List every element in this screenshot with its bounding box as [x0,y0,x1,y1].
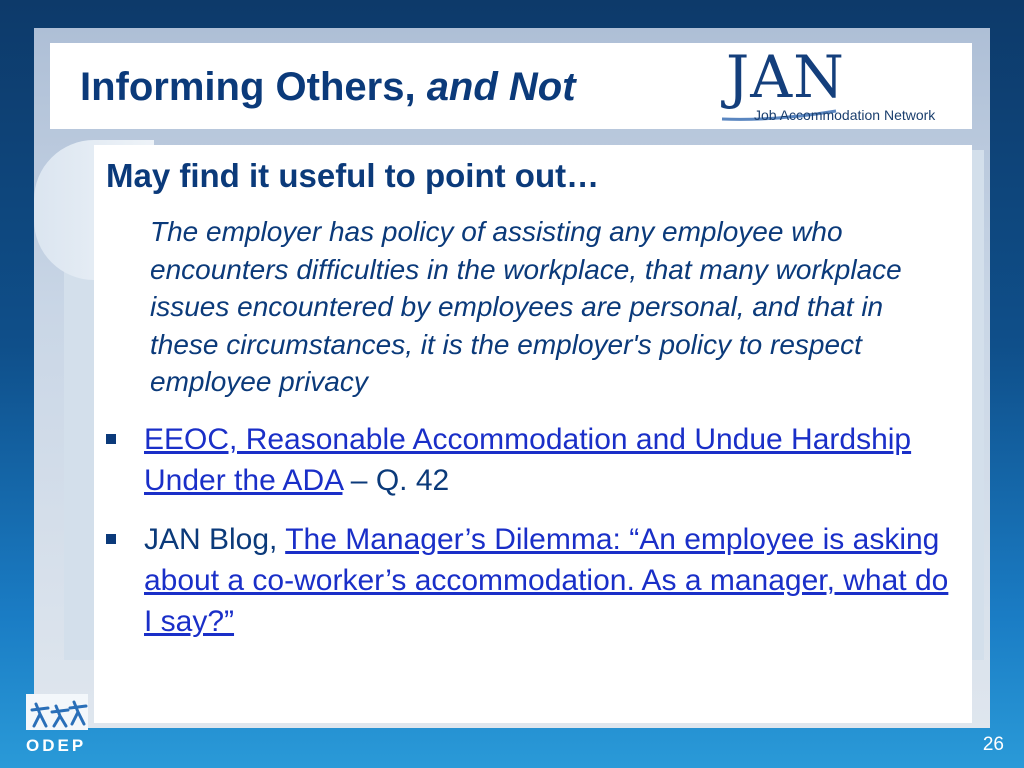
managers-dilemma-link[interactable]: The Manager’s Dilemma: “An employee is asking about a co-worker’s accommodation. As a manager, what do I say?” [144,523,949,638]
odep-logo [22,692,90,758]
page-number: 26 [982,734,1004,755]
slide-title-italic: and Not [426,65,576,109]
odep-figures-icon [26,694,88,730]
bullet-item-eeoc [106,419,956,501]
odep-logo-text: ODEP [26,736,87,755]
content-panel [94,145,972,723]
bullet-text [144,419,956,501]
jan-blog-prefix: JAN Blog, [144,523,286,556]
square-bullet-icon [106,434,116,444]
jan-logo-subtitle: Job Accommodation Network [754,107,936,123]
section-heading: May find it useful to point out… [106,157,600,194]
slide-title [80,65,576,110]
slide-title-main: Informing Others, [80,65,427,109]
bullet-text [144,519,956,642]
policy-quote: The employer has policy of assisting any employee who encounters difficulties in the workplace, that many workplace issues encountered by employees are personal, and that in these circumstances, it is the employer's policy to respect employee privacy [150,216,902,397]
jan-logo-word: JAN [726,43,845,111]
stick-figures-icon [26,694,88,730]
bullet-item-jan-blog [106,519,956,642]
square-bullet-icon [106,534,116,544]
title-bar [50,43,972,129]
jan-logo [716,43,968,125]
eeoc-link[interactable]: EEOC, Reasonable Accommodation and Undue Hardship Under the ADA [144,423,912,497]
eeoc-suffix: – Q. 42 [342,464,450,497]
